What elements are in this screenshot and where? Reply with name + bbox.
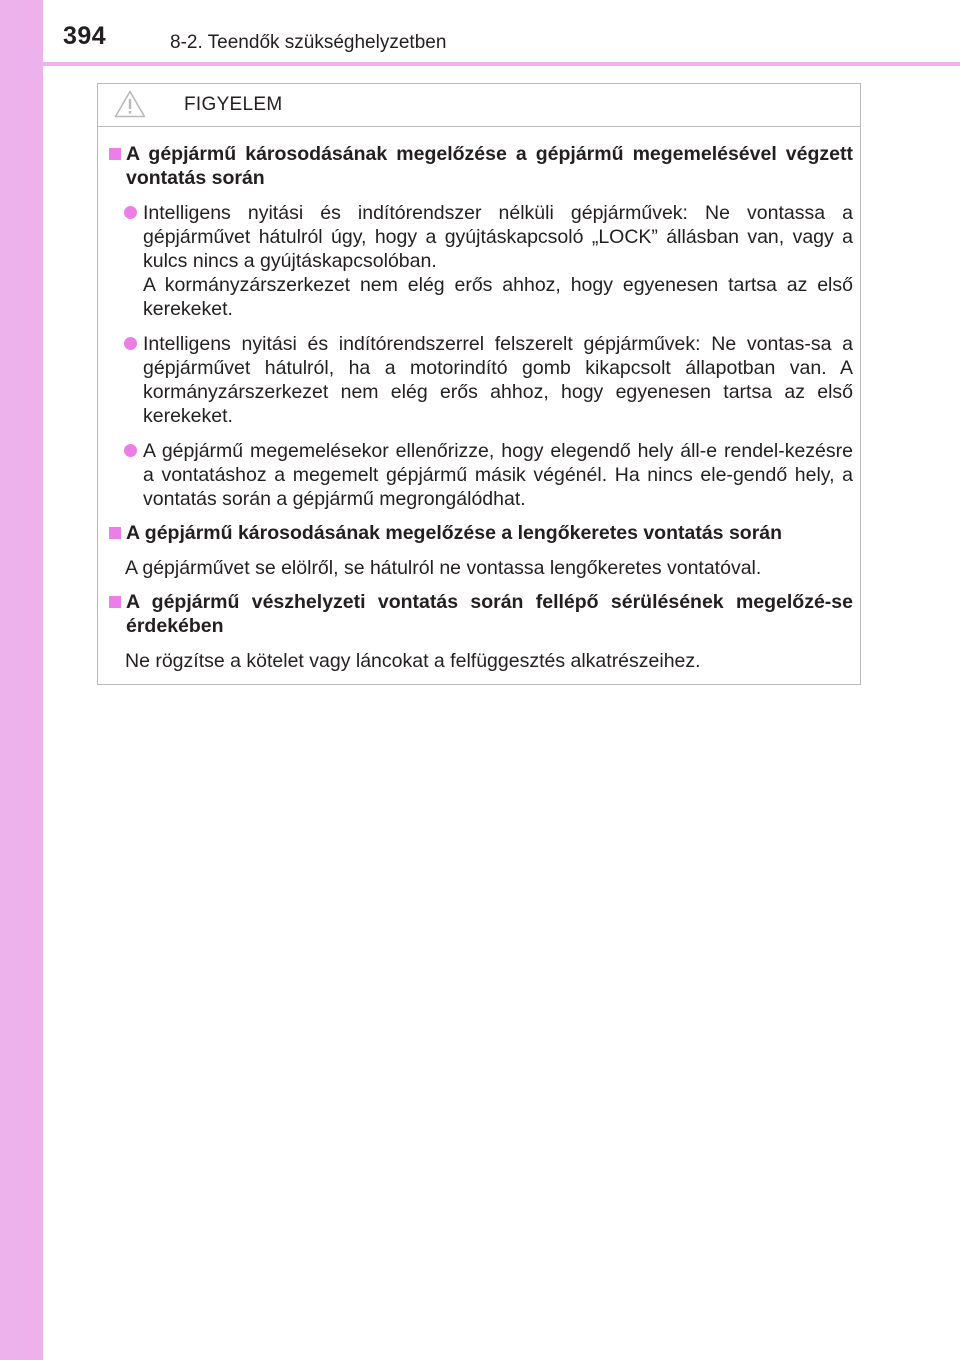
list-item	[108, 332, 853, 428]
square-bullet-icon	[109, 527, 121, 539]
section-heading-text: A gépjármű károsodásának megelőzése a gépjármű megemelésével végzett vontatás során	[126, 143, 853, 189]
list-item	[108, 439, 853, 511]
list-item-note: A kormányzárszerkezet nem elég erős ahhoz, hogy egyenesen tartsa az első kerekeket.	[143, 274, 853, 320]
round-bullet-icon	[124, 206, 137, 219]
square-bullet-icon	[109, 596, 121, 608]
side-color-strip	[0, 0, 43, 1360]
section-heading	[108, 590, 853, 638]
page-number: 394	[63, 22, 107, 50]
section-heading	[108, 142, 853, 190]
section-heading-text: A gépjármű vészhelyzeti vontatás során fellépő sérülésének megelőzé-se érdekében	[126, 591, 853, 637]
section-text: Ne rögzítse a kötelet vagy láncokat a felfüggesztés alkatrészeihez.	[125, 650, 701, 672]
section-title: 8-2. Teendők szükséghelyzetben	[170, 32, 447, 53]
round-bullet-icon	[124, 337, 137, 350]
warning-body	[108, 142, 853, 673]
square-bullet-icon	[109, 148, 121, 160]
warning-title: FIGYELEM	[184, 94, 283, 115]
section-text: A gépjárművet se elölről, se hátulról ne vontassa lengőkeretes vontatóval.	[125, 557, 762, 579]
header-rule	[43, 62, 960, 66]
section-heading-text: A gépjármű károsodásának megelőzése a lengőkeretes vontatás során	[126, 522, 783, 544]
warning-header	[98, 84, 860, 127]
list-item-text: A gépjármű megemelésekor ellenőrizze, hogy elegendő hely áll-e rendel-kezésre a vontatáshoz a megemelt gépjármű másik végénél. Ha nincs ele-gendő hely, a vontatás során a gépjármű megrongálódhat.	[143, 440, 853, 510]
list-item-text: Intelligens nyitási és indítórendszerrel felszerelt gépjárművek: Ne vontas-sa a gépjárművet hátulról, ha a motorindító gomb kikapcsolt állapotban van. A kormányzárszerkezet nem elég erős ahhoz, hogy egyenesen tartsa az első kerekeket.	[143, 333, 853, 427]
list-item-text: Intelligens nyitási és indítórendszer nélküli gépjárművek: Ne vontassa a gépjárművet hátulról úgy, hogy a gyújtáskapcsoló „LOCK” állásban van, vagy a kulcs nincs a gyújtáskapcsolóban.	[143, 202, 853, 272]
warning-box	[97, 83, 861, 685]
round-bullet-icon	[124, 444, 137, 457]
warning-triangle-icon	[114, 90, 146, 118]
section-heading	[108, 521, 853, 545]
list-item	[108, 201, 853, 321]
